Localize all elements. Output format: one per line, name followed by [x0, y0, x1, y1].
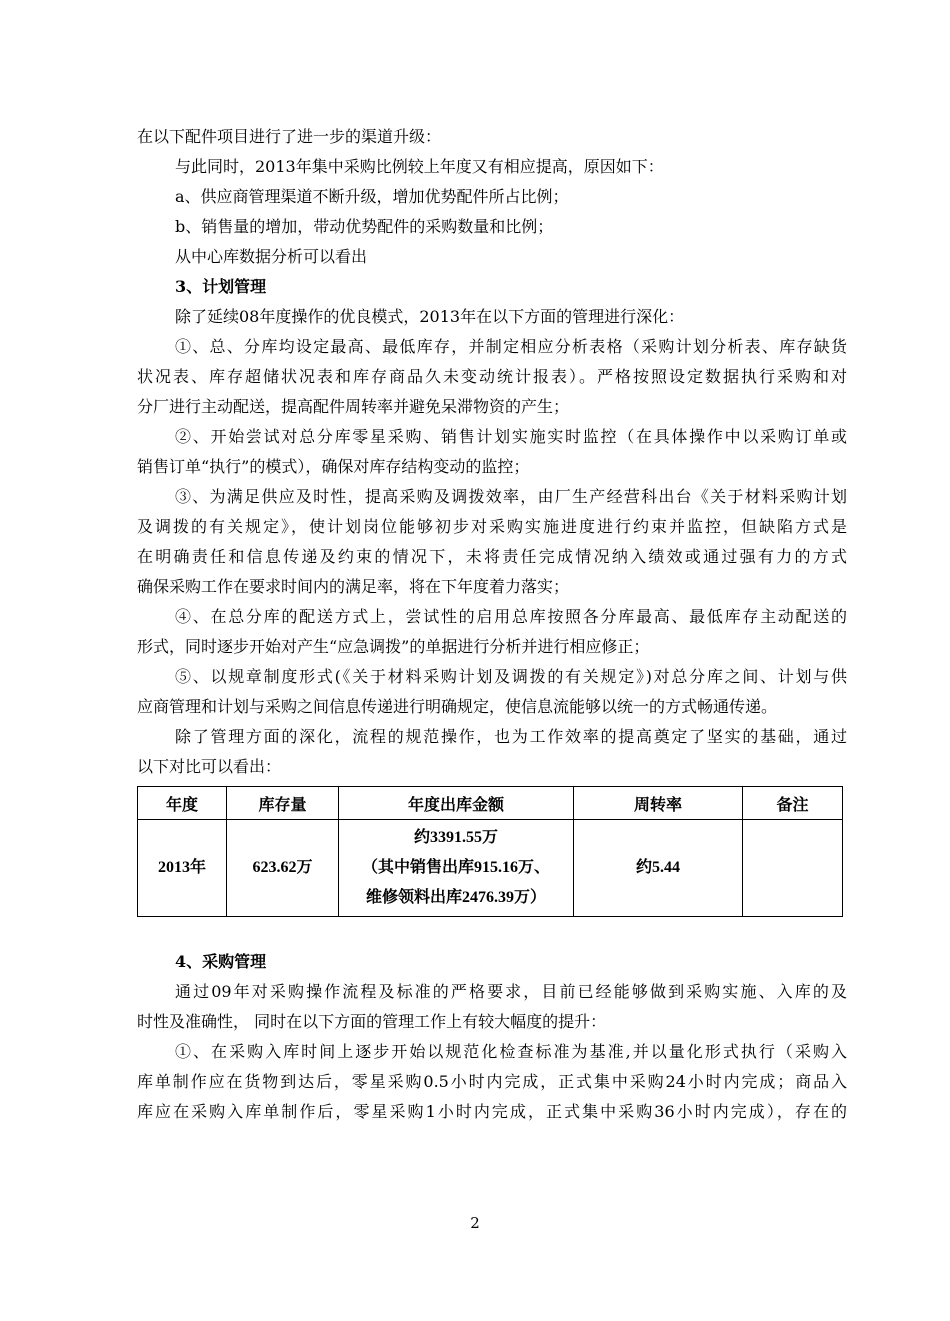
- paragraph-line: 分厂进行主动配送，提高配件周转率并避免呆滞物资的产生；: [137, 397, 570, 416]
- table-header-cell: 周转率: [574, 787, 743, 820]
- table-cell-turnover: 约5.44: [574, 820, 743, 917]
- section-heading: 4、采购管理: [175, 952, 267, 971]
- amount-line: 约3391.55万: [413, 829, 498, 846]
- table-header-row: [138, 787, 843, 820]
- paragraph-line: 形式，同时逐步开始对产生“应急调拨”的单据进行分析并进行相应修正；: [137, 637, 650, 656]
- spacer: [137, 925, 847, 947]
- paragraph-line: 通过09年对采购操作流程及标准的严格要求，目前已经能够做到采购实施、入库的及: [175, 982, 847, 1001]
- paragraph-line: 及调拨的有关规定》，使计划岗位能够初步对采购实施进度进行约束并监控，但缺陷方式是: [137, 517, 847, 536]
- paragraph-line: 状况表、库存超储状况表和库存商品久未变动统计报表）。严格按照设定数据执行采购和对: [137, 367, 847, 386]
- paragraph-line: ③、为满足供应及时性，提高采购及调拨效率，由厂生产经营科出台《关于材料采购计划: [175, 487, 847, 506]
- paragraph-line: 销售订单“执行”的模式），确保对库存结构变动的监控；: [137, 457, 530, 476]
- table-cell-year: 2013年: [138, 820, 227, 917]
- paragraph-line: 库应在采购入库单制作后，零星采购1小时内完成，正式集中采购36小时内完成），存在的: [137, 1102, 847, 1121]
- table-header-cell: 库存量: [227, 787, 339, 820]
- paragraph-line: 除了延续08年度操作的优良模式，2013年在以下方面的管理进行深化：: [175, 307, 685, 326]
- section-heading: 3、计划管理: [175, 277, 267, 296]
- amount-line: （其中销售出库915.16万、: [361, 859, 550, 876]
- paragraph-line: 确保采购工作在要求时间内的满足率，将在下年度着力落实；: [137, 577, 570, 596]
- table-header-cell: 年度: [138, 787, 227, 820]
- paragraph-line: 库单制作应在货物到达后，零星采购0.5小时内完成，正式集中采购24小时内完成；商品入: [137, 1072, 847, 1091]
- paragraph-line: 应商管理和计划与采购之间信息传递进行明确规定，使信息流能够以统一的方式畅通传递。: [137, 697, 778, 716]
- document-body: [137, 122, 847, 1127]
- paragraph-line: 在明确责任和信息传递及约束的情况下，未将责任完成情况纳入绩效或通过强有力的方式: [137, 547, 847, 566]
- paragraph-line: 以下对比可以看出：: [137, 757, 282, 776]
- paragraph-line: 从中心库数据分析可以看出: [175, 247, 368, 266]
- paragraph-line: ②、开始尝试对总分库零星采购、销售计划实施实时监控（在具体操作中以采购订单或: [175, 427, 847, 446]
- table-header-cell: 备注: [743, 787, 843, 820]
- table-header-cell: 年度出库金额: [339, 787, 574, 820]
- paragraph-line: ①、总、分库均设定最高、最低库存，并制定相应分析表格（采购计划分析表、库存缺货: [175, 337, 847, 356]
- amount-line: 维修领料出库2476.39万）: [365, 889, 546, 906]
- paragraph-line: b、销售量的增加，带动优势配件的采购数量和比例；: [175, 217, 554, 236]
- page-number: 2: [470, 1214, 480, 1232]
- table-cell-stock: 623.62万: [227, 820, 339, 917]
- paragraph-line: a、供应商管理渠道不断升级，增加优势配件所占比例；: [175, 187, 569, 206]
- paragraph-line: 与此同时，2013年集中采购比例较上年度又有相应提高，原因如下：: [175, 157, 664, 176]
- table-cell-amount: [339, 820, 574, 917]
- paragraph-line: ⑤、以规章制度形式(《关于材料采购计划及调拨的有关规定》)对总分库之间、计划与供: [175, 667, 847, 686]
- table-row: [138, 820, 843, 917]
- paragraph-line: 时性及准确性， 同时在以下方面的管理工作上有较大幅度的提升：: [137, 1012, 607, 1031]
- turnover-table: [137, 786, 843, 917]
- paragraph-line: ①、在采购入库时间上逐步开始以规范化检查标准为基准,并以量化形式执行（采购入: [175, 1042, 847, 1061]
- paragraph-line: ④、在总分库的配送方式上，尝试性的启用总库按照各分库最高、最低库存主动配送的: [175, 607, 847, 626]
- paragraph-line: 在以下配件项目进行了进一步的渠道升级：: [137, 127, 442, 146]
- table-cell-note: [743, 820, 843, 917]
- paragraph-line: 除了管理方面的深化，流程的规范操作，也为工作效率的提高奠定了坚实的基础，通过: [175, 727, 847, 746]
